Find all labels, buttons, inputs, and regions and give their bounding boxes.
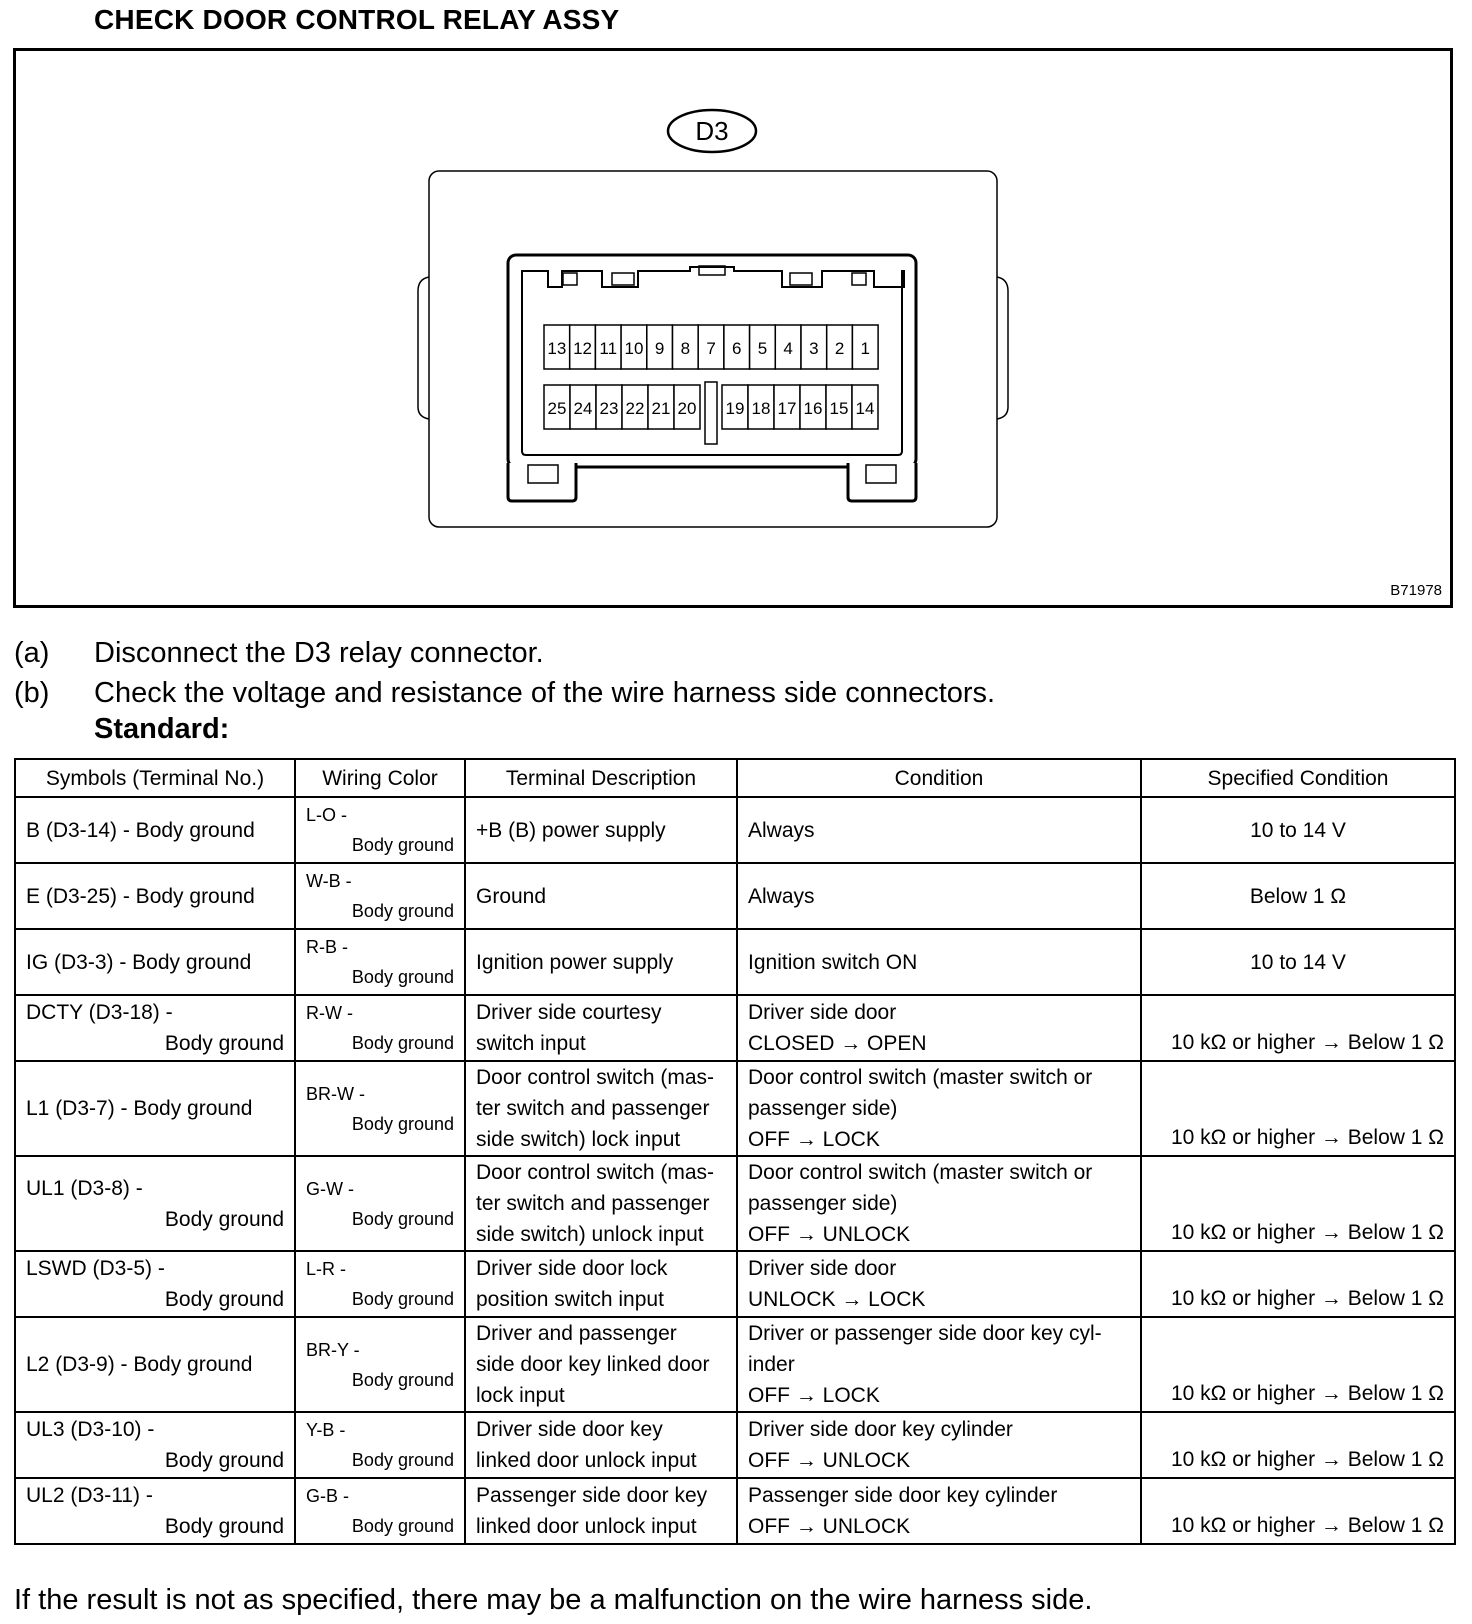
header-terminal-description: Terminal Description [465,759,737,797]
cell-terminal-description: Passenger side door key linked door unlock input [465,1478,737,1544]
table-row [15,929,1455,995]
cell-condition: Driver side door CLOSED → OPEN [737,995,1141,1061]
pin-number: 25 [547,399,567,418]
pin-number: 11 [599,339,618,358]
table-row [15,863,1455,929]
header-condition: Condition [737,759,1141,797]
cell-wiring-color: L-R - Body ground [295,1251,465,1317]
cell-specified-condition: 10 to 14 V [1141,929,1455,995]
step-text: Check the voltage and resistance of the wire harness side connectors. [94,677,996,709]
table-header-row [15,759,1455,797]
bottom-left-latch [508,463,576,501]
cell-symbol: UL2 (D3-11) - Body ground [15,1478,295,1544]
table-row [15,1478,1455,1544]
cell-condition: Ignition switch ON [737,929,1141,995]
pin-number: 16 [803,399,823,418]
table-row [15,995,1455,1061]
cell-symbol: B (D3-14) - Body ground [15,797,295,863]
pin-number: 20 [677,399,697,418]
cell-symbol: E (D3-25) - Body ground [15,863,295,929]
cell-wiring-color: G-W - Body ground [295,1156,465,1251]
cell-wiring-color: L-O - Body ground [295,797,465,863]
cell-wiring-color: G-B - Body ground [295,1478,465,1544]
cell-wiring-color: W-B - Body ground [295,863,465,929]
pin-number: 3 [809,339,819,358]
pin-number: 24 [573,399,593,418]
cell-condition: Driver or passenger side door key cyl- inder OFF → LOCK [737,1317,1141,1412]
connector-figure [13,48,1453,608]
cell-terminal-description: Door control switch (mas- ter switch and passenger side switch) lock input [465,1061,737,1156]
cell-specified-condition: Below 1 Ω [1141,863,1455,929]
cell-wiring-color: R-B - Body ground [295,929,465,995]
page-title: CHECK DOOR CONTROL RELAY ASSY [94,4,620,35]
step-text: Disconnect the D3 relay connector. [94,637,544,669]
cell-symbol: LSWD (D3-5) - Body ground [15,1251,295,1317]
table-row [15,797,1455,863]
pin-number: 6 [732,339,742,358]
pin-number: 17 [777,399,797,418]
pin-row-bottom-left [544,385,700,429]
bottom-right-latch [848,463,916,501]
pin-number: 7 [706,339,716,358]
pin-number: 18 [751,399,771,418]
cell-terminal-description: Driver side courtesy switch input [465,995,737,1061]
table-row [15,1317,1455,1412]
standard-table [14,758,1456,1545]
cell-terminal-description: Ignition power supply [465,929,737,995]
cell-terminal-description: Door control switch (mas- ter switch and passenger side switch) unlock input [465,1156,737,1251]
cell-terminal-description: Driver and passenger side door key linked door lock input [465,1317,737,1412]
cell-symbol: L1 (D3-7) - Body ground [15,1061,295,1156]
cell-specified-condition: 10 kΩ or higher → Below 1 Ω [1141,1478,1455,1544]
cell-condition: Always [737,797,1141,863]
pin-row-top [544,325,878,369]
cell-terminal-description: Driver side door lock position switch input [465,1251,737,1317]
pin-number: 13 [547,339,567,358]
cell-terminal-description: +B (B) power supply [465,797,737,863]
connector-diagram [16,51,1450,605]
cell-symbol: UL3 (D3-10) - Body ground [15,1412,295,1478]
pin-number: 19 [725,399,745,418]
pin-number: 14 [855,399,875,418]
pin-number: 5 [757,339,768,358]
cell-wiring-color: R-W - Body ground [295,995,465,1061]
standard-heading: Standard: [94,713,230,745]
cell-specified-condition: 10 kΩ or higher → Below 1 Ω [1141,1317,1455,1412]
header-symbols: Symbols (Terminal No.) [15,759,295,797]
pin-number: 21 [651,399,671,418]
connector-label: D3 [695,116,729,146]
cell-specified-condition: 10 to 14 V [1141,797,1455,863]
cell-terminal-description: Ground [465,863,737,929]
pin-number: 8 [680,339,691,358]
cell-terminal-description: Driver side door key linked door unlock input [465,1412,737,1478]
header-specified-condition: Specified Condition [1141,759,1455,797]
step-label: (a) [14,637,50,669]
pin-number: 1 [860,339,870,358]
pin-number: 2 [834,339,845,358]
pin-row-bottom-right [722,385,878,429]
cell-symbol: DCTY (D3-18) - Body ground [15,995,295,1061]
pin-number: 9 [654,339,665,358]
figure-code: B71978 [1390,582,1442,599]
cell-condition: Always [737,863,1141,929]
cell-condition: Door control switch (master switch or passenger side) OFF → UNLOCK [737,1156,1141,1251]
pin-number: 15 [829,399,849,418]
pin-number: 4 [783,339,793,358]
header-wiring-color: Wiring Color [295,759,465,797]
pin-number: 22 [625,399,645,418]
cell-wiring-color: BR-Y - Body ground [295,1317,465,1412]
cell-symbol: UL1 (D3-8) - Body ground [15,1156,295,1251]
cell-specified-condition: 10 kΩ or higher → Below 1 Ω [1141,1156,1455,1251]
table-row [15,1412,1455,1478]
pin-number: 10 [624,339,644,358]
cell-condition: Driver side door UNLOCK → LOCK [737,1251,1141,1317]
cell-wiring-color: Y-B - Body ground [295,1412,465,1478]
pin-number: 12 [573,339,593,358]
footer-note: If the result is not as specified, there may be a malfunction on the wire harness side. [14,1584,1093,1616]
step-label: (b) [14,677,50,709]
cell-symbol: L2 (D3-9) - Body ground [15,1317,295,1412]
right-side-tab [997,277,1008,419]
cell-specified-condition: 10 kΩ or higher → Below 1 Ω [1141,1061,1455,1156]
cell-specified-condition: 10 kΩ or higher → Below 1 Ω [1141,1412,1455,1478]
pin-number: 23 [599,399,619,418]
cell-specified-condition: 10 kΩ or higher → Below 1 Ω [1141,995,1455,1061]
cell-wiring-color: BR-W - Body ground [295,1061,465,1156]
center-key-slot [705,382,717,444]
cell-condition: Driver side door key cylinder OFF → UNLOCK [737,1412,1141,1478]
table-row [15,1061,1455,1156]
cell-condition: Passenger side door key cylinder OFF → UNLOCK [737,1478,1141,1544]
cell-condition: Door control switch (master switch or passenger side) OFF → LOCK [737,1061,1141,1156]
table-row [15,1251,1455,1317]
table-row [15,1156,1455,1251]
cell-specified-condition: 10 kΩ or higher → Below 1 Ω [1141,1251,1455,1317]
cell-symbol: IG (D3-3) - Body ground [15,929,295,995]
left-side-tab [418,277,429,419]
